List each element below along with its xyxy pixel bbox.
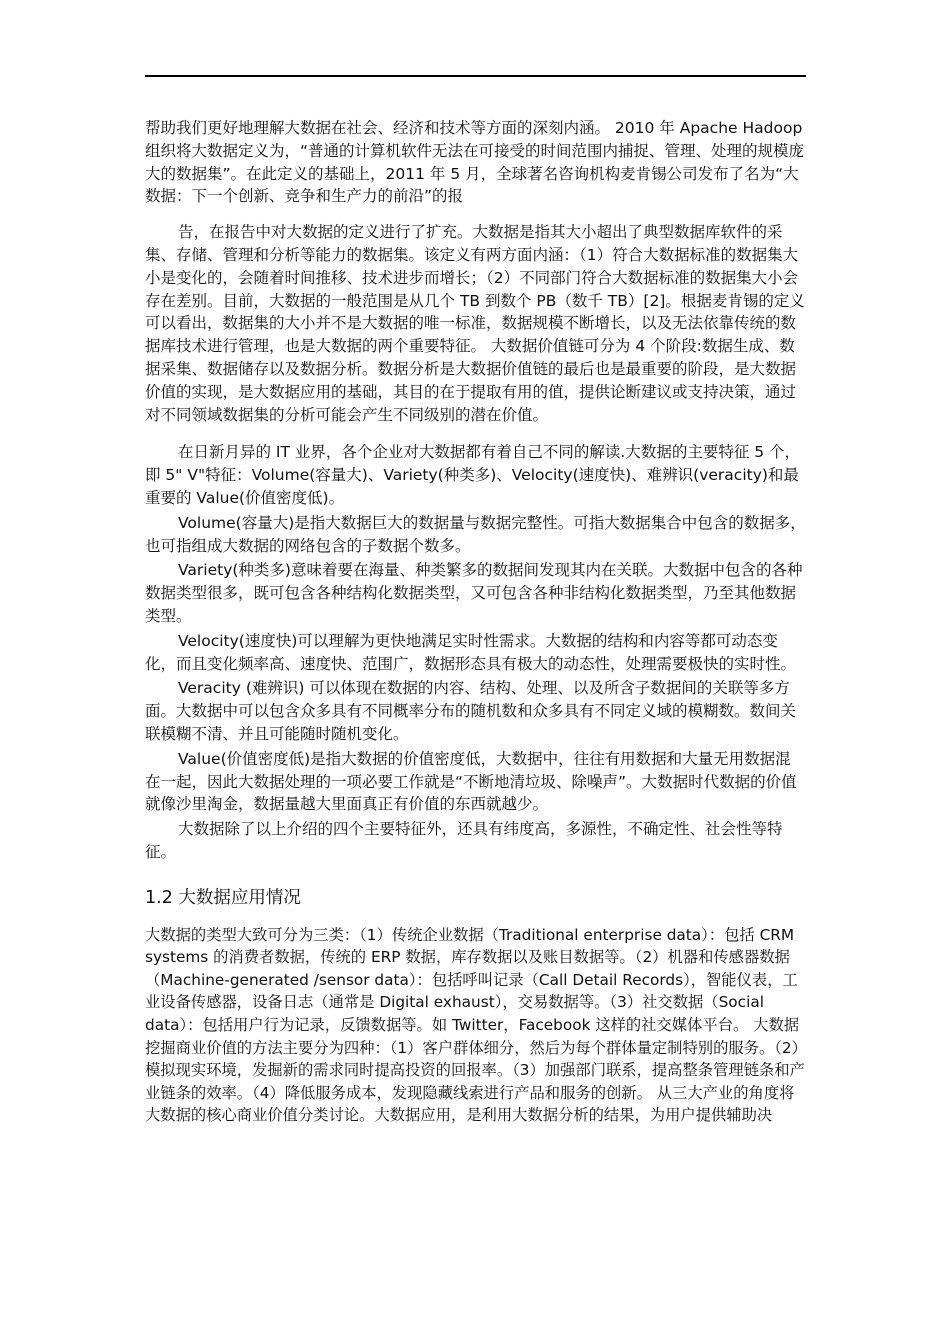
paragraph-definition: 告，在报告中对大数据的定义进行了扩充。大数据是指其大小超出了典型数据库软件的采集、存储、管理和分析等能力的数据集。该定义有两方面内涵：（1）符合大数据标准的数据集大小是变化的，会随着时间推移、技术进步而增长；（2）不同部门符合大数据标准的数据集大小会存在差别。目前，大数据的一般范围是从几个 TB 到数个 PB（数千 TB）[2]。根据麦肯锡的定义可以看出，数据集的大小并不是大数据的唯一标准，数据规模不断增长，以及无法依靠传统的数据库技术进行管理，也是大数据的两个重要特征。 大数据价值链可分为 4 个阶段:数据生成、数据采集、数据储存以及数据分析。数据分析是大数据价值链的最后也是最重要的阶段，是大数据价值的实现，是大数据应用的基础，其目的在于提取有用的值，提供论断建议或支持决策，通过对不同领域数据集的分析可能会产生不同级别的潜在价值。 bbox=[145, 223, 805, 424]
paragraph-other-features: 大数据除了以上介绍的四个主要特征外，还具有纬度高，多源性，不确定性、社会性等特征。 bbox=[145, 820, 783, 861]
paragraph-applications: 大数据的类型大致可分为三类：（1）传统企业数据（Traditional enterprise data）：包括 CRM systems 的消费者数据，传统的 ERP 数据，库存数据以及账目数据等。（2）机器和传感器数据（Machine-generated /sensor data）：包括呼叫记录（Call Detail Records），智能仪表，工业设备传感器，设备日志（通常是 Digital exhaust），交易数据等。（3）社交数据（Social data）：包括用户行为记录，反馈数据等。如 Twitter，Facebook 这样的社交媒体平台。 大数据挖掘商业价值的方法主要分为四种：（1）客户群体细分，然后为每个群体量定制特别的服务。（2）模拟现实环境，发掘新的需求同时提高投资的回报率。（3）加强部门联系，提高整条管理链条和产业链条的效率。（4）降低服务成本，发现隐藏线索进行产品和服务的创新。 从三大产业的角度将大数据的核心商业价值分类讨论。大数据应用，是利用大数据分析的结果，为用户提供辅助决 bbox=[145, 925, 805, 1125]
paragraph-intro: 帮助我们更好地理解大数据在社会、经济和技术等方面的深刻内涵。 2010 年 Apache Hadoop 组织将大数据定义为，“普通的计算机软件无法在可接受的时间范围内捕捉、管理、处理的规模庞大的数据集”。在此定义的基础上，2011 年 5 月，全球著名咨询机构麦肯锡公司发布了名为“大数据：下一个创新、竞争和生产力的前沿”的报 bbox=[145, 119, 805, 206]
page-body bbox=[145, 117, 806, 1127]
paragraph-variety: Variety(种类多)意味着要在海量、种类繁多的数据间发现其内在关联。大数据中包含的各种数据类型很多，既可包含各种结构化数据类型，又可包含各种非结构化数据类型，乃至其他数据类型。 bbox=[145, 561, 803, 625]
header-rule bbox=[145, 75, 806, 77]
paragraph-value: Value(价值密度低)是指大数据的价值密度低，大数据中，往往有用数据和大量无用数据混在一起，因此大数据处理的一项必要工作就是“不断地清垃圾、除噪声”。大数据时代数据的价值就像沙里淘金，数据量越大里面真正有价值的东西就越少。 bbox=[145, 749, 797, 814]
section-heading: 1.2 大数据应用情况 bbox=[145, 887, 301, 908]
paragraph-veracity: Veracity (难辨识) 可以体现在数据的内容、结构、处理、以及所含子数据间的关联等多方面。大数据中可以包含众多具有不同概率分布的随机数和众多具有不同定义域的模糊数。数间关联模糊不清、并且可能随时随机变化。 bbox=[145, 679, 797, 743]
paragraph-5v-features: 在日新月异的 IT 业界，各个企业对大数据都有着自己不同的解读.大数据的主要特征 5 个，即 5" V"特征：Volume(容量大)、Variety(种类多)、Velocity(速度快)、难辨识(veracity)和最重要的 Value(价值密度低)。 bbox=[145, 443, 801, 507]
paragraph-velocity: Velocity(速度快)可以理解为更快地满足实时性需求。大数据的结构和内容等都可动态变化，而且变化频率高、速度快、范围广，数据形态具有极大的动态性，处理需要极快的实时性。 bbox=[145, 631, 797, 673]
paragraph-volume: Volume(容量大)是指大数据巨大的数据量与数据完整性。可指大数据集合中包含的数据多，也可指组成大数据的网络包含的子数据个数多。 bbox=[145, 513, 806, 555]
